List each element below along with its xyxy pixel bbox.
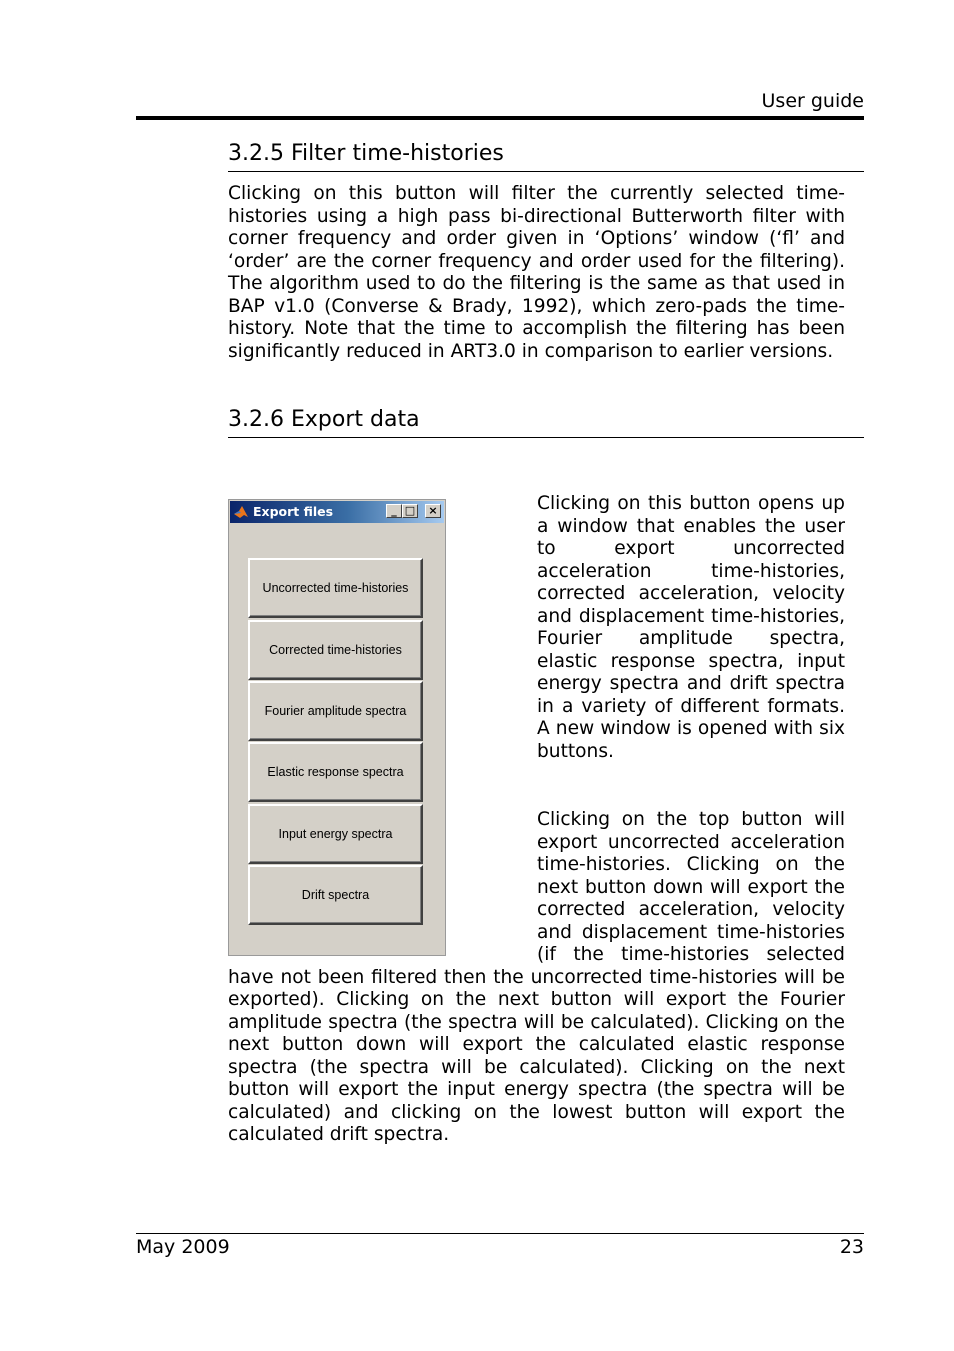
export-paragraph-2: Clicking on the top button will export uncorrected acceleration time-histories. Clicking on the next button down will export the corrected acceleration, velocity and displacement time-histories (if the time-histories selected have not been filtered then the uncorrected time-histories will be exported). Clicking on the next button will export the Fourier amplitude spectra (the spectra will be calculated). Clicking on the next button down will export the calculated elastic response spectra (the spectra will be calculated). Clicking on the next button will export the input energy spectra (the spectra will be calculated) and clicking on the lowest button will export the calculated drift spectra.: [228, 809, 845, 1145]
export-uncorrected-button[interactable]: Uncorrected time-histories: [248, 558, 423, 618]
export-paragraph-2-block: [228, 809, 845, 1147]
window-title: Export files: [253, 504, 334, 519]
page-number: 23: [839, 1236, 864, 1258]
maximize-button[interactable]: □: [402, 504, 418, 518]
header-rule: [136, 116, 864, 120]
export-input-energy-button[interactable]: Input energy spectra: [248, 804, 423, 864]
close-button[interactable]: ×: [425, 504, 441, 518]
running-header: User guide: [761, 90, 864, 112]
figure-wrap-spacer: [228, 809, 537, 966]
footer-rule: [136, 1233, 864, 1234]
export-fourier-button[interactable]: Fourier amplitude spectra: [248, 681, 423, 741]
matlab-logo-icon: [233, 504, 249, 520]
section-rule: [228, 437, 864, 438]
export-corrected-button[interactable]: Corrected time-histories: [248, 620, 423, 680]
section-number: 3.2.6: [228, 407, 284, 432]
minimize-button[interactable]: _: [386, 504, 402, 518]
window-title-bar[interactable]: [230, 501, 444, 523]
section-heading-filter: [228, 141, 864, 166]
section-title: Filter time-histories: [290, 141, 504, 166]
section-heading-export: [228, 407, 864, 432]
section-rule: [228, 171, 864, 172]
filter-paragraph: Clicking on this button will filter the currently selected time-histories using a high pass bi-directional Butterworth filter with corner frequency and order given in ‘Options’ window (‘fl’ and ‘order’ are the corner frequency and order used for the filtering). The algorithm used to do the filtering is the same as that used in BAP v1.0 (Converse & Brady, 1992), which zero-pads the time-history. Note that the time to accomplish the filtering has been significantly reduced in ART3.0 in comparison to earlier versions.: [228, 183, 845, 362]
export-paragraph-1: Clicking on this button opens up a window that enables the user to export uncorrected acceleration time-histories, corrected acceleration, velocity and displacement time-histories, Fourier amplitude spectra, elastic response spectra, input energy spectra and drift spectra in a variety of different formats. A new window is opened with six buttons.: [537, 493, 845, 762]
export-elastic-button[interactable]: Elastic response spectra: [248, 742, 423, 802]
section-number: 3.2.5: [228, 141, 284, 166]
footer-date: May 2009: [136, 1236, 230, 1258]
export-drift-button[interactable]: Drift spectra: [248, 865, 423, 925]
section-title: Export data: [290, 407, 420, 432]
